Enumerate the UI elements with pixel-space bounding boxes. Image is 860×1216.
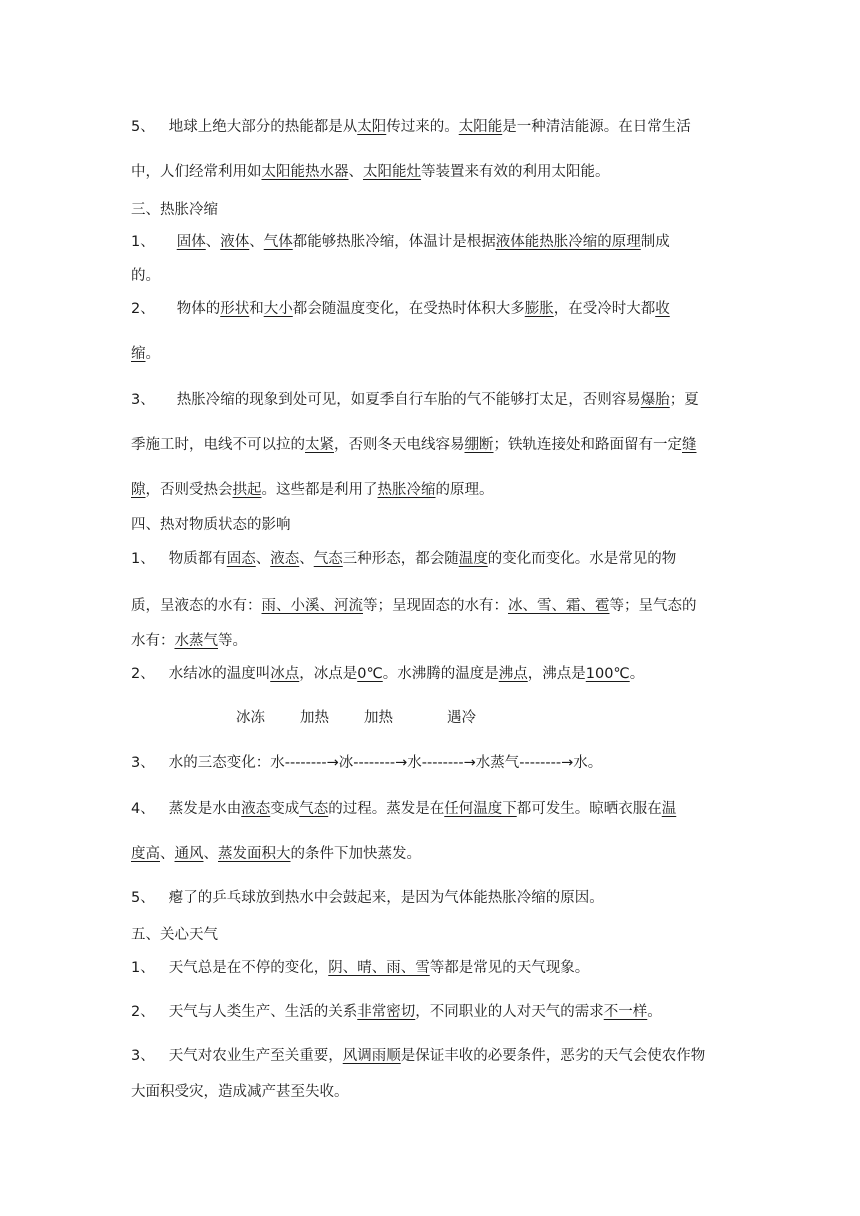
text: ，不同职业的人对天气的需求 (415, 1004, 604, 1020)
paragraph-line (131, 232, 731, 252)
answer-underlined: 温 (661, 801, 677, 817)
text: 三种形态，都会随 (342, 551, 459, 567)
answer-underlined: 膨胀 (524, 301, 554, 317)
answer-underlined: 温度 (458, 551, 488, 567)
paragraph-line (131, 344, 731, 364)
label-heat-1: 加热 (300, 710, 329, 726)
answer-underlined: 雨、小溪、河流 (261, 598, 363, 614)
text: ，否则冬天电线容易 (334, 437, 465, 453)
answer-underlined: 冰、雪、霜、雹 (508, 598, 610, 614)
answer-underlined: 液态 (270, 551, 300, 567)
text: 天气对农业生产至关重要， (168, 1048, 343, 1064)
text: 中，人们经常利用如 (131, 164, 262, 180)
text: 水有： (131, 633, 175, 649)
paragraph-line (131, 1002, 731, 1022)
item-number: 3、 (131, 1048, 155, 1064)
text: ，冰点是 (299, 666, 358, 682)
text: 物体的 (176, 301, 221, 317)
label-heat-2: 加热 (364, 710, 393, 726)
text: 蒸发是水由 (168, 801, 242, 817)
state-change-sequence: 水的三态变化：水--------→冰--------→水--------→水蒸气--------→水。 (168, 755, 603, 771)
text: 等；呈现固态的水有： (363, 598, 508, 614)
paragraph-line (131, 480, 731, 500)
text: 等。 (218, 633, 247, 649)
answer-underlined: 气体 (263, 234, 293, 250)
text: 、 (160, 846, 175, 862)
text: 。这些都是利用了 (261, 482, 378, 498)
paragraph-line (131, 631, 731, 651)
text: 的条件下加快蒸发。 (290, 846, 421, 862)
paragraph-line (131, 117, 731, 137)
answer-underlined: 0℃ (357, 666, 383, 682)
answer-underlined: 收 (655, 301, 670, 317)
text: 都可发生。晾晒衣服在 (516, 801, 662, 817)
answer-underlined: 任何温度下 (444, 801, 517, 817)
text: 热胀冷缩的现象到处可见，如夏季自行车胎的气不能够打太足，否则容易 (176, 392, 641, 408)
answer-underlined: 通风 (174, 846, 204, 862)
text: 天气总是在不停的变化， (168, 960, 329, 976)
text: 等装置来有效的利用太阳能。 (421, 164, 610, 180)
item-number: 5、 (131, 890, 155, 906)
text: 。 (647, 1004, 662, 1020)
answer-underlined: 100℃ (585, 666, 630, 682)
text: 。水沸腾的温度是 (382, 666, 499, 682)
answer-underlined: 缩 (131, 346, 146, 362)
text: 瘪了的乒乓球放到热水中会鼓起来，是因为气体能热胀冷缩的原因。 (168, 890, 604, 906)
answer-underlined: 冰点 (270, 666, 300, 682)
answer-underlined: 度高 (131, 846, 160, 862)
paragraph-line (131, 162, 731, 182)
answer-underlined: 爆胎 (640, 392, 670, 408)
answer-underlined: 形状 (220, 301, 250, 317)
answer-underlined: 气态 (299, 801, 329, 817)
text: ，否则受热会 (145, 482, 233, 498)
item-number: 2、 (131, 666, 155, 682)
item-number: 1、 (131, 234, 155, 250)
text: 物质都有 (168, 551, 227, 567)
text: 和 (249, 301, 264, 317)
text: 、 (249, 234, 264, 250)
paragraph-line: 的。 (131, 268, 160, 284)
text: 、 (255, 551, 271, 567)
paragraph-line (131, 299, 731, 319)
item-number: 3、 (131, 392, 155, 408)
text: 等都是常见的天气现象。 (429, 960, 590, 976)
text: 、 (299, 551, 314, 567)
text: 季施工时，电线不可以拉的 (131, 437, 305, 453)
text: 、 (205, 234, 221, 250)
text: 是保证丰收的必要条件，恶劣的天气会使农作物 (400, 1048, 706, 1064)
answer-underlined: 固态 (226, 551, 256, 567)
text: 、 (348, 164, 363, 180)
section-heading: 五、关心天气 (131, 927, 218, 943)
item-number: 3、 (131, 755, 155, 771)
text: 都会随温度变化，在受热时体积大多 (292, 301, 525, 317)
answer-underlined: 不一样 (603, 1004, 648, 1020)
label-cool: 遇冷 (447, 710, 476, 726)
text: ，沸点是 (527, 666, 586, 682)
paragraph-line (131, 844, 731, 864)
answer-underlined: 沸点 (498, 666, 528, 682)
answer-underlined: 太阳能 (458, 119, 503, 135)
section-heading: 四、热对物质状态的影响 (131, 517, 291, 533)
text: 的过程。蒸发是在 (328, 801, 445, 817)
answer-underlined: 阴、晴、雨、雪 (328, 960, 430, 976)
answer-underlined: 非常密切 (357, 1004, 416, 1020)
answer-underlined: 隙 (131, 482, 146, 498)
text: 。 (629, 666, 645, 682)
section-heading: 三、热胀冷缩 (131, 202, 218, 218)
paragraph-line (131, 888, 731, 908)
answer-underlined: 热胀冷缩 (377, 482, 436, 498)
answer-underlined: 风调雨顺 (342, 1048, 401, 1064)
paragraph-line: 大面积受灾，造成减产甚至失收。 (131, 1084, 349, 1100)
answer-underlined: 水蒸气 (174, 633, 218, 649)
text: 水结冰的温度叫 (168, 666, 271, 682)
text: 传过来的。 (386, 119, 459, 135)
text: 、 (203, 846, 218, 862)
answer-underlined: 液体能热胀冷缩的原理 (495, 234, 641, 250)
paragraph-line (131, 799, 731, 819)
paragraph-line (131, 1046, 731, 1066)
paragraph-line (131, 664, 731, 684)
text: 都能够热胀冷缩，体温计是根据 (292, 234, 496, 250)
answer-underlined: 气态 (313, 551, 343, 567)
answer-underlined: 拱起 (232, 482, 262, 498)
paragraph-line (131, 753, 731, 773)
item-number: 4、 (131, 801, 155, 817)
text: 天气与人类生产、生活的关系 (168, 1004, 358, 1020)
label-freeze: 冰冻 (236, 710, 265, 726)
paragraph-line (131, 549, 731, 569)
text: 变成 (270, 801, 300, 817)
paragraph-line (131, 435, 731, 455)
text: 是一种清洁能源。在日常生活 (502, 119, 691, 135)
answer-underlined: 蒸发面积大 (218, 846, 291, 862)
text: ；铁轨连接处和路面留有一定 (493, 437, 682, 453)
paragraph-line (131, 390, 731, 410)
text: ；夏 (669, 392, 699, 408)
text: 的原理。 (435, 482, 494, 498)
item-number: 2、 (131, 301, 155, 317)
answer-underlined: 液体 (220, 234, 250, 250)
text: ，在受冷时大都 (553, 301, 656, 317)
text: 等；呈气态的 (609, 598, 697, 614)
text: 地球上绝大部分的热能都是从 (168, 119, 358, 135)
answer-underlined: 缝 (682, 437, 697, 453)
paragraph-line (131, 958, 731, 978)
answer-underlined: 固体 (176, 234, 206, 250)
text: 的变化而变化。水是常见的物 (487, 551, 677, 567)
answer-underlined: 太阳能灶 (363, 164, 421, 180)
answer-underlined: 大小 (263, 301, 293, 317)
item-number: 1、 (131, 960, 155, 976)
answer-underlined: 太紧 (305, 437, 334, 453)
text: 质，呈液态的水有： (131, 598, 262, 614)
item-number: 1、 (131, 551, 155, 567)
answer-underlined: 太阳 (357, 119, 387, 135)
item-number: 2、 (131, 1004, 155, 1020)
item-number: 5、 (131, 119, 155, 135)
answer-underlined: 太阳能热水器 (261, 164, 349, 180)
answer-underlined: 绷断 (464, 437, 494, 453)
text: 。 (145, 346, 160, 362)
answer-underlined: 液态 (241, 801, 271, 817)
paragraph-line (131, 596, 731, 616)
text: 制成 (640, 234, 670, 250)
